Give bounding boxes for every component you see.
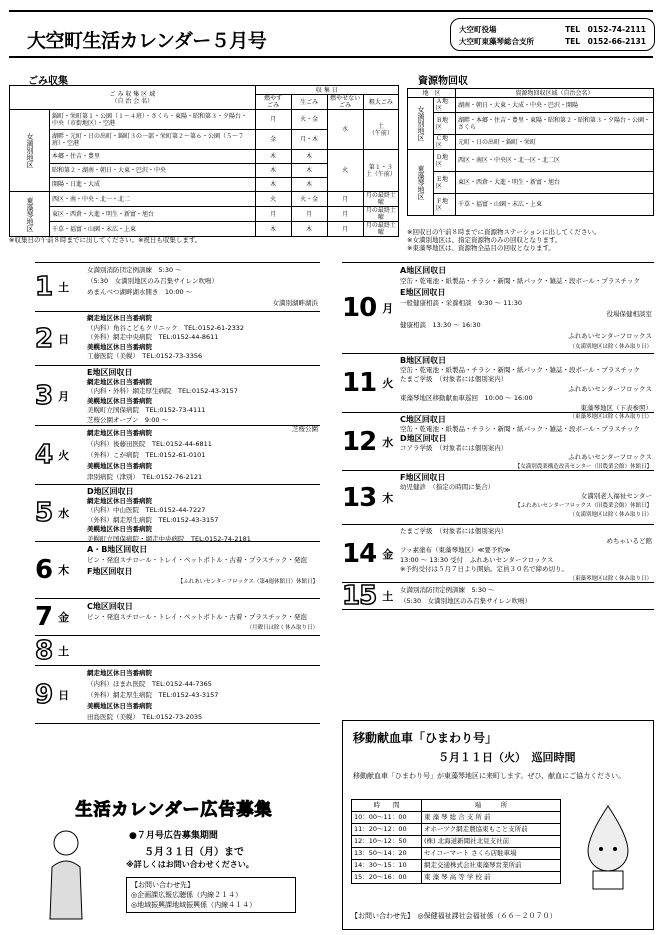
day-block (342, 263, 654, 354)
kenketsu-place: オホーツク網走農協東もこと支所前 (422, 824, 561, 836)
shigen-col-jichi: 資源物回収区域（自治会名） (455, 89, 653, 98)
day-block (35, 263, 320, 312)
gomi-cell: 火・金 (291, 192, 327, 207)
day-entry: 美幌地区休日当番病院 (87, 342, 152, 351)
day-entry: （内科）中山医院 TEL:0152-44-7227 (87, 506, 206, 514)
gomi-cell: 月 (327, 222, 363, 237)
shigen-key: Ｅ地区 (434, 172, 456, 194)
day-number: 4 (35, 440, 53, 470)
day-entry: コアラ学級 （対象者には個別案内） (400, 443, 508, 452)
day-entries (400, 585, 652, 607)
day-entry: 13:00 ～ 13:30 受付 ふれあいセンターフロックス (400, 555, 554, 564)
day-number: 2 (35, 323, 53, 354)
day-entry: めまんべつ湖畔湖水開き 10:00 ～ (87, 288, 193, 296)
day-label (342, 413, 404, 470)
day-entry: めちゃいるど館 (606, 536, 652, 545)
day-entry: （外科）網走厚生病院 TEL:0152-43-3157 (87, 691, 219, 699)
day-entry: 田島医院（美幌） TEL:0152-73-2035 (87, 713, 203, 721)
day-entry: C地区回収日 (400, 415, 446, 424)
day-label (342, 471, 404, 524)
day-entry: ビン・発泡スチロール・トレイ・ペットボトル・古着・プラスチック・発泡 (87, 613, 307, 621)
kenketsu-place: 網走交通株式会社東藻琴営業所前 (422, 860, 561, 872)
shigen-value: 湖畔・本郷・住吉・豊里・東陽・昭和第２・昭和第３・夕陽台・公園・さくら (455, 113, 653, 135)
gomi-col: 粗大ごみ (363, 95, 398, 110)
ad-contact-line: ◎企画課広報広聴係（内線２１４） (131, 891, 243, 899)
shigen-group: 女満別地区 (408, 98, 434, 150)
day-entry: 【ふれあいセンターフロックス（旧農業会館）休館日】 (515, 502, 652, 509)
day-entry: F地区回収日 (400, 473, 446, 482)
gomi-area: 東区・西倉・大進・明生・新富・旭台 (50, 207, 256, 222)
day-number: 1 (35, 272, 53, 302)
gomi-table (9, 85, 399, 237)
day-entry: ※予約受付は５月７日より開始。定員３０名で締め切り。 (400, 565, 568, 573)
day-entry: 網走地区休日当番病院 (87, 377, 152, 386)
day-block (342, 471, 654, 525)
shigen-notes (407, 228, 601, 252)
kenketsu-time: 15：20～16：00 (352, 872, 422, 884)
day-of-week: 日 (58, 332, 70, 346)
day-entry: A地区回収日 (400, 266, 447, 275)
contact-name: 大空町役場 (459, 25, 497, 34)
day-number: 8 (35, 635, 53, 666)
day-of-week: 火 (58, 449, 70, 462)
day-entry: たまご学級 （対象者には個別案内） (400, 375, 508, 383)
kenketsu-contact: 【お問い合わせ先】 ◎保健福祉課社会福祉係（６６－２０７０） (351, 912, 557, 920)
day-number: 6 (35, 555, 53, 585)
gomi-col-day: 収 集 日 (255, 86, 398, 95)
day-entry: フッ素塗布（東藻琴地区）≪要予約≫ (400, 546, 511, 554)
kenketsu-place: 東 藻 琴 総 合 支 所 前 (422, 812, 561, 824)
gomi-col-area: ご み 収 集 区 域 （自 治 会 名） (10, 86, 256, 110)
shigen-title: 資源物回収 (418, 76, 468, 87)
shigen-key: Ｂ地区 (434, 113, 456, 135)
day-entry: 美幌地区休日当番病院 (87, 525, 152, 533)
day-number: 5 (35, 498, 53, 528)
day-entries (87, 544, 318, 588)
kenketsu-date: ５月１１日（火） 巡回時間 (438, 751, 576, 764)
day-entry: （女満別地区は除く休み取り日） (569, 512, 652, 518)
shigen-key: Ａ地区 (434, 98, 456, 113)
day-entry: （女満別地区は除く休み取り日） (569, 344, 652, 350)
day-of-week: 金 (382, 547, 394, 561)
day-label (342, 525, 404, 582)
kenketsu-place: (株) 北海道新聞社北見支社前 (422, 836, 561, 848)
day-of-week: 金 (58, 611, 70, 624)
day-entry: ふれあいセンターフロックス (568, 453, 652, 461)
day-entries (400, 265, 652, 353)
day-entry: （外科）こが病院 TEL:0152-61-0101 (87, 451, 206, 459)
day-number: 13 (342, 482, 377, 513)
shigen-table (407, 88, 654, 216)
day-entry: （内科）ほまれ医院 TEL:0152-44-7365 (87, 680, 212, 688)
day-entry: 工藤医院（美幌） TEL:0152-73-3356 (87, 352, 203, 360)
shigen-note: ※女満別地区は、指定資源物のみの回収となります。 (407, 236, 562, 244)
day-of-week: 土 (382, 590, 394, 603)
day-block (342, 413, 654, 471)
gomi-cell: 月 (255, 110, 291, 130)
gomi-cell: 火・金 (291, 110, 327, 130)
kenketsu-time: 10：00～11：00 (352, 812, 422, 824)
day-of-week: 土 (58, 281, 70, 294)
gomi-group: 女満別地区 (10, 110, 50, 192)
day-entry: たまご学級 （対象者には個別案内） (400, 527, 508, 535)
contact-name: 大空町東藻琴総合支所 (459, 37, 534, 46)
day-entry: （内科）角谷こどもクリニック TEL:0152-61-2332 (87, 323, 245, 332)
day-block (35, 666, 320, 724)
day-entries (400, 527, 652, 584)
kenketsu-time: 11：20～12：00 (352, 824, 422, 836)
gomi-cell: 木 (291, 222, 327, 237)
page-title: 大空町生活カレンダー５月号 (27, 30, 267, 52)
day-block (35, 426, 320, 485)
day-entries (87, 368, 318, 435)
day-block (342, 583, 654, 610)
day-entry: C地区回収日 (87, 602, 133, 611)
gomi-cell: 月 (255, 207, 291, 222)
day-entry: （東藻琴地区は除く休み取り日） (569, 414, 652, 420)
shigen-note: ※東藻琴地区は、資源物全品目の回収となります。 (407, 244, 555, 252)
gomi-cell: 木 (291, 150, 327, 164)
day-entry: 一般健康相談・栄養相談 9:30 ～ 11:30 (400, 299, 522, 307)
day-entry: 女満別老人福祉センター (580, 492, 652, 500)
ad-contact-head: 【お問い合わせ先】 (131, 881, 194, 889)
day-of-week: 月 (382, 302, 394, 315)
day-entry: 美幌町立国保病院・網走中央病院 TEL:0152-74-2181 (87, 534, 251, 543)
gomi-cell: 木 (255, 150, 291, 164)
day-number: 14 (342, 538, 377, 569)
day-block (35, 636, 320, 666)
day-entry: ふれあいセンターフロックス (568, 384, 652, 393)
gomi-cell: 第１・３ 土（午前） (363, 150, 398, 192)
day-entry: D地区回収日 (400, 434, 447, 443)
day-of-week: 土 (58, 644, 70, 658)
day-entry: 網走地区休日当番病院 (87, 314, 152, 322)
day-label (342, 354, 404, 412)
shigen-key: Ｆ地区 (434, 194, 456, 216)
day-entry: 網走地区休日当番病院 (87, 429, 152, 437)
day-block (35, 366, 320, 433)
day-entry: 美幌地区休日当番病院 (87, 702, 152, 710)
day-number: 11 (342, 368, 377, 398)
day-entry: 芝桜公園オープン 9:00 ～ (87, 415, 169, 424)
day-entries (87, 428, 318, 483)
shigen-value: 東区・西倉・大進・明生・新富・旭台 (455, 172, 653, 194)
day-entry: F地区回収日 (87, 567, 133, 576)
shigen-group: 東藻琴地区 (408, 150, 434, 216)
day-entry: ふれあいセンターフロックス (568, 332, 652, 340)
day-entry: 網走地区休日当番病院 (87, 496, 152, 505)
gomi-note: ※収集日の午前８時までに出してください。※祝日も収集します。 (9, 236, 202, 244)
day-block (35, 312, 320, 366)
gomi-cell: 月の最終土曜 (363, 192, 398, 207)
day-entry: 幼児健診 （指定の時間に集合） (400, 482, 495, 491)
day-entry: （外科）網走厚生病院 TEL:0152-43-3157 (87, 515, 219, 524)
kenketsu-place: 東 藻 琴 高 等 学 校 前 (422, 872, 561, 884)
gomi-cell: 木 (291, 164, 327, 178)
kenketsu-place: セイコーマート さくら店駐車場 (422, 848, 561, 860)
day-entry: 空缶・乾電池・紙製品・チラシ・新聞・紙パック・雑誌・段ボール・プラスチック (400, 277, 640, 285)
day-entry: （東藻琴地区は除く休み取り日） (569, 575, 652, 582)
blood-donation-box (342, 720, 654, 930)
day-number: 7 (35, 602, 53, 632)
gomi-area: 開陽・日進・大成 (50, 178, 256, 192)
day-entry: E地区回収日 (400, 288, 446, 297)
gomi-area: 昭和第２・湖南・朝日・大東・巴沢・中央 (50, 164, 256, 178)
gomi-cell: 月 (327, 192, 363, 207)
day-entry: （内科・外科）網走厚生病院 TEL:0152-43-3157 (87, 387, 238, 395)
kenketsu-intro: 移動献血車「ひまわり号」が東藻琴地区に来町します。ぜひ、献血にご協力ください。 (353, 772, 626, 780)
gomi-cell: 木 (291, 178, 327, 192)
shigen-value: 湖南・朝日・大東・大成・中央・巴沢・開陽 (455, 98, 653, 113)
day-block (35, 542, 320, 599)
kenketsu-col: 時 間 (352, 800, 422, 812)
person-illustration-icon (46, 827, 86, 922)
ad-period-label: ●７月号広告募集期間 (129, 831, 218, 841)
day-entries (87, 668, 318, 723)
gomi-cell: 木 (255, 164, 291, 178)
contact-box (450, 18, 655, 51)
calendar-right (342, 262, 654, 707)
ad-detail: ※詳しくはお問い合わせください。 (126, 860, 254, 869)
day-of-week: 火 (382, 377, 394, 390)
gomi-cell: 水 (327, 110, 363, 150)
shigen-value: 千草・福富・山園・末広・上東 (455, 194, 653, 216)
day-entry: 女満別消防団定例訓練 5:30 ～ (400, 586, 495, 594)
day-entry: 空缶・乾電池・紙製品・チラシ・新聞・紙パック・雑誌・段ボール・プラスチック (400, 365, 640, 374)
gomi-cell: 月・木 (291, 130, 327, 150)
day-entry: 東藻琴地区移動献血車巡回 10:00 ～ 16:00 (400, 394, 533, 402)
ad-contact (126, 877, 296, 913)
day-of-week: 月 (58, 389, 70, 403)
shigen-key: Ｃ地区 (434, 135, 456, 150)
gomi-cell: 火 (327, 150, 363, 192)
day-entries (87, 265, 318, 309)
blood-drop-mascot-icon (573, 801, 643, 891)
day-of-week: 水 (58, 507, 70, 520)
shigen-value: 元町・日の出町・錦町・栄町 (455, 135, 653, 150)
day-entry: 美幌町立国保病院 TEL:0152-73-4111 (87, 406, 206, 414)
day-entry: ビン・発泡スチロール・トレイ・ペットボトル・古着・プラスチック・発泡 (87, 556, 307, 564)
kenketsu-col: 場 所 (422, 800, 561, 812)
day-entry: 網走地区休日当番病院 (87, 669, 152, 677)
gomi-cell: 木 (255, 222, 291, 237)
gomi-area: 錦町・栄町第１・公園（１～４班）・さくら・東陽・昭和第３・夕陽台・中央（市街地区）・空港 (50, 110, 256, 130)
day-entry: 役場保健相談室 (606, 310, 652, 318)
shigen-value: 西区・南区・中央区・北一区・北二区 (455, 150, 653, 172)
day-label (35, 636, 97, 665)
kenketsu-time: 12：10～12：50 (352, 836, 422, 848)
gomi-cell: 金 (255, 130, 291, 150)
day-entry: （5:30 女満別地区のみ召集サイレン吹鳴） (87, 277, 218, 285)
gomi-area: 千草・福富・山園・末広・上東 (50, 222, 256, 237)
gomi-cell: 火 (255, 192, 291, 207)
day-entries (400, 415, 652, 472)
kenketsu-time: 13：50～14：20 (352, 848, 422, 860)
day-of-week: 木 (58, 564, 70, 577)
shigen-key: Ｄ地区 (434, 150, 456, 172)
day-label (342, 583, 404, 609)
gomi-cell: 月の最終土曜 (363, 207, 398, 222)
day-number: 9 (35, 679, 53, 710)
contact-tel: TEL 0152-74-2111 (565, 25, 646, 34)
day-entry: （内科）後藤田医院 TEL:0152-44-6811 (87, 440, 212, 448)
day-block (35, 599, 320, 636)
day-label (342, 263, 404, 353)
ad-contact-line: ◎地域振興課地域振興係（内線４１４） (131, 901, 257, 909)
ad-recruit-box (44, 795, 304, 930)
contact-tel: TEL 0152-66-2131 (565, 37, 646, 46)
shigen-col-area: 地 区 (408, 89, 456, 98)
day-entry: 美幌地区休日当番病院 (87, 462, 152, 470)
gomi-group: 東藻琴地区 (10, 192, 50, 237)
calendar-left (35, 262, 320, 782)
ad-deadline: ５月３１日（月）まで (144, 847, 244, 858)
gomi-col: 燃やせない ごみ (327, 95, 363, 110)
gomi-area: 本郷・住吉・豊里 (50, 150, 256, 164)
day-number: 15 (342, 581, 377, 611)
day-entry: 【ふれあいセンターフロックス（第4週休館日）休館日】 (177, 579, 318, 585)
gomi-col: 生ごみ (291, 95, 327, 110)
ad-title: 生活カレンダー広告募集 (75, 800, 273, 820)
header-band (9, 10, 653, 58)
gomi-area: 湖畔・元町・日の出町・錦町３の一部・栄町第２～第６・公園（５～７班）・空港 (50, 130, 256, 150)
day-entry: （5:30 女満別地区のみ召集サイレン吹鳴） (400, 597, 531, 605)
day-entries (87, 314, 318, 362)
gomi-cell: 木 (255, 178, 291, 192)
gomi-cell: 土 （午前） (363, 110, 398, 150)
day-entry: 芝桜公園 (292, 425, 318, 433)
day-entry: 津別病院（津別） TEL:0152-76-2121 (87, 473, 203, 481)
kenketsu-time: 14：30～15：10 (352, 860, 422, 872)
day-entry: 【女満別農業構造改善センター（旧農業会館）休館日】 (514, 463, 652, 470)
day-entry: 東藻琴地区（下表参照） (580, 403, 652, 412)
day-entry: （外科）網走中央病院 TEL:0152-44-8611 (87, 333, 219, 341)
day-entry: 女満別消防団定例訓練 5:30 ～ (87, 266, 182, 274)
day-of-week: 水 (382, 435, 394, 449)
day-number: 12 (342, 426, 377, 457)
kenketsu-table (351, 799, 561, 884)
day-of-week: 日 (58, 688, 70, 702)
day-block (342, 525, 654, 583)
day-entry: D地区回収日 (87, 487, 134, 496)
gomi-col: 燃やす ごみ (255, 95, 291, 110)
day-of-week: 木 (382, 491, 394, 505)
gomi-cell: 月 (291, 207, 327, 222)
gomi-title: ごみ収集 (28, 76, 68, 87)
day-number: 3 (35, 380, 53, 411)
day-entry: 健康相談 13:30 ～ 16:30 (400, 321, 481, 329)
day-number: 10 (342, 293, 377, 323)
day-block (35, 485, 320, 542)
gomi-cell: 月の最終土曜 (363, 222, 398, 237)
day-entry: 女満別湖畔湖浜 (272, 299, 318, 307)
shigen-note: ※回収日の午前８時までに資源物ステーションに出してください。 (407, 228, 601, 236)
day-entry: E地区回収日 (87, 368, 133, 377)
gomi-area: 西区・南・中央・北一・北二 (50, 192, 256, 207)
day-entry: B地区回収日 (400, 356, 447, 365)
day-entries (400, 473, 652, 521)
kenketsu-title: 移動献血車「ひまわり号」 (353, 731, 498, 745)
day-entries (87, 601, 318, 634)
day-entry: （月曜日は除く休み取り日） (246, 625, 318, 631)
day-entries (87, 487, 318, 544)
day-entry: 空缶・乾電池・紙製品・チラシ・新聞・紙パック・雑誌・段ボール・プラスチック (400, 424, 640, 433)
day-entry: 美幌地区休日当番病院 (87, 396, 152, 405)
gomi-cell: 月 (327, 207, 363, 222)
day-entry: A・B地区回収日 (87, 545, 148, 554)
